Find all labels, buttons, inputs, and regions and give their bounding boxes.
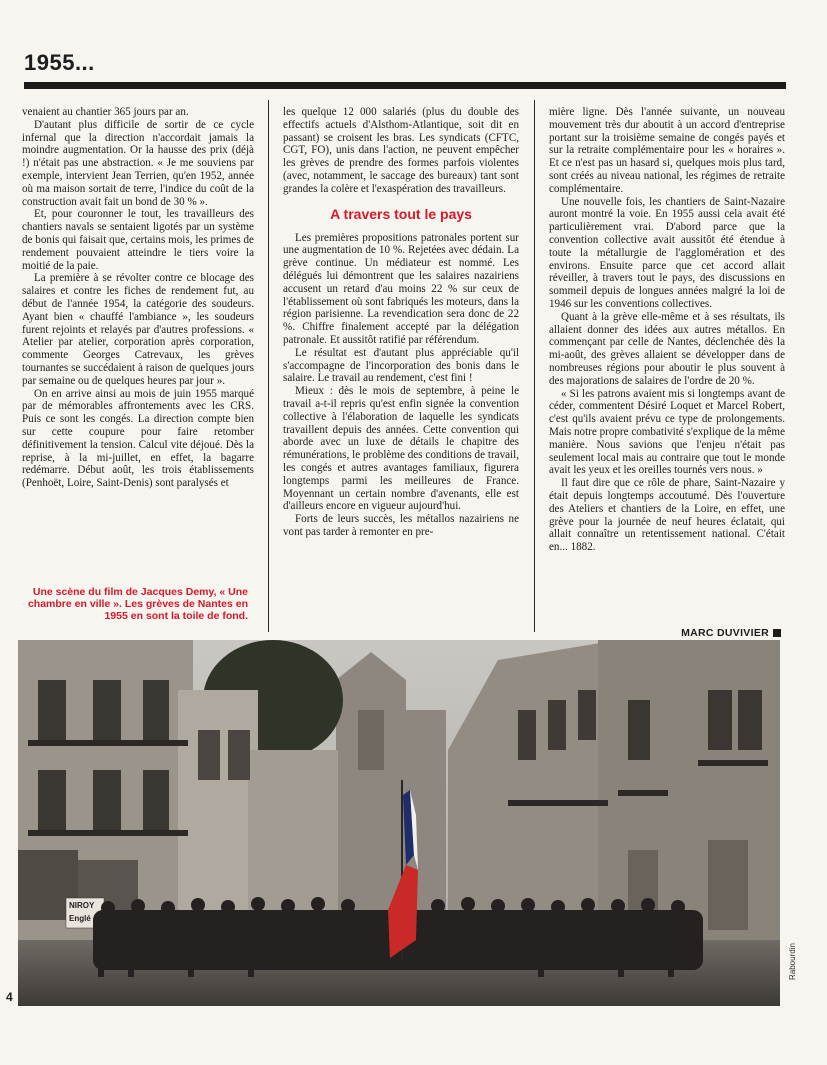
page-title: 1955...: [24, 50, 95, 75]
paragraph: D'autant plus difficile de sortir de ce cycle infernal que la direction n'accordait jamais la moindre augmentation. Or la hausse des prix (déjà !) n'était pas une abstraction. « Je me souviens par exemple, intervient Jean Terrien, qu'en 1952, année où ma maison sortait de terre, l'indice du coût de la construction avait fait un bond de 30 % ».: [22, 118, 254, 208]
paragraph: les quelque 12 000 salariés (plus du double des effectifs actuels d'Alsthom-Atlantique, soit dit en passant) se croisent les bras. Les syndicats (CFTC, CGT, FO), unis dans l'action, ne peuvent empêcher les grèves de prendre des formes parfois violentes (avec, notamment, le saccage des bureaux) tant sont grandes la colère et l'exaspération des travailleurs.: [283, 106, 519, 195]
article-column-1: [22, 106, 254, 490]
photo-credit: Rabourdin: [788, 943, 797, 980]
column-divider-1: [268, 100, 269, 632]
shop-sign-text-1: NIROY: [69, 901, 95, 910]
paragraph: La première à se révolter contre ce blocage des salaires et contre les fiches de rendement fut, au début de l'année 1954, la catégorie des soudeurs. Ayant bien « chauffé l'ambiance », les soudeurs furent rejoints et relayés par d'autres professions. « Atelier par atelier, corporation après corporation, commente Georges Catrevaux, les grèves tournantes se succédaient à raison de quelques jours par semaine ou de quelques heures par jour ».: [22, 272, 254, 387]
paragraph: Il faut dire que ce rôle de phare, Saint-Nazaire y était depuis longtemps accoutumé. Dès l'ouverture des Ateliers et chantiers de la Loire, en effet, une grève pour la journée de neuf heures éclatait, qui allait connaître un retentissement national. C'était en... 1882.: [549, 477, 785, 554]
photo-caption: Une scène du film de Jacques Demy, « Une chambre en ville ». Les grèves de Nantes en 1955 en sont la toile de fond.: [27, 586, 248, 622]
photo-illustration: [18, 640, 780, 1006]
paragraph: Forts de leurs succès, les métallos nazairiens ne vont pas tarder à remonter en pre-: [283, 513, 519, 538]
paragraph: On en arrive ainsi au mois de juin 1955 marqué par de mémorables affrontements avec les CRS. Puis ce sont les congés. La direction compte bien sur cette coupure pour faire retomber définitivement la tension. Calcul vite déjoué. Dès la reprise, à la mi-juillet, en effet, la bagarre redémarre. Début août, les trois établissements (Penhoët, Loire, Saint-Denis) sont paralysés et: [22, 387, 254, 490]
street-strike-photo: [18, 640, 780, 1006]
shop-sign-text-2: Englé: [69, 914, 91, 923]
end-mark-square: [773, 629, 781, 637]
author-name: MARC DUVIVIER: [681, 627, 769, 639]
paragraph: « Si les patrons avaient mis si longtemps avant de céder, commentent Désiré Loquet et Marcel Robert, c'est qu'ils avaient prévu ce type de prolongements. Mais notre propre combativité s'explique de la même manière. Nous savions que l'enjeu n'était pas seulement local mais au contraire que tout le monde avait les yeux et les oreilles tournés vers nous. »: [549, 387, 785, 477]
page-number: 4: [6, 990, 13, 1004]
paragraph: mière ligne. Dès l'année suivante, un nouveau mouvement très dur aboutit à un accord d'entreprise portant sur la troisième semaine de congés payés et sur la retraite complémentaire pour les « horaires ». Et ce n'est pas un hasard si, quelques mois plus tard, sont créés au niveau national, les régimes de retraite complémentaire.: [549, 106, 785, 195]
paragraph: Les premières propositions patronales portent sur une augmentation de 10 %. Rejetées avec dédain. La grève continue. Un médiateur est nommé. Les délégués lui démontrent que les salaires nazairiens accusent un retard d'au moins 22 % sur ceux de l'établissement où sont fabriqués les moteurs, dans la région parisienne. La revendication sera donc de 22 %. Chiffre finalement accepté par la délégation patronale. Et aussitôt ratifié par référendum.: [283, 231, 519, 346]
article-column-2: [283, 106, 519, 539]
section-subheading: A travers tout le pays: [330, 205, 472, 222]
paragraph: venaient au chantier 365 jours par an.: [22, 106, 189, 118]
paragraph: Une nouvelle fois, les chantiers de Saint-Nazaire auront montré la voie. En 1955 aussi cela avait été particulièrement vrai. D'abord parce que la convention collective avait aussitôt été étendue à toute la métallurgie de l'agglomération et des environs. Ensuite parce que cet accord allait réveiller, à travers tout le pays, des discussions en sommeil depuis de longues années malgré la loi de 1946 sur les conventions collectives.: [549, 195, 785, 310]
author-signature: [681, 627, 781, 639]
article-column-3: [549, 106, 785, 554]
paragraph: Le résultat est d'autant plus appréciable qu'il s'accompagne de l'incorporation des bonis dans le salaire. Le travail au rendement, c'est fini !: [283, 346, 519, 385]
paragraph: Quant à la grève elle-même et à ses résultats, ils allaient donner des idées aux autres métallos. En commençant par celle de Nantes, déclenchée dès la mi-août, des grèves allaient se développer dans de nombreuses régions pour aboutir le plus souvent à des majorations de salaires de l'ordre de 20 %.: [549, 310, 785, 387]
header-rule: [24, 82, 786, 89]
right-buildings: [448, 640, 780, 940]
paragraph: Et, pour couronner le tout, les travailleurs des chantiers navals se sentaient ligotés par un système de bonis qui faisait que, certains mois, les primes de rendement pouvaient atteindre le tiers voire la moitié de la paie.: [22, 208, 254, 272]
paragraph: Mieux : dès le mois de septembre, à peine le travail a-t-il repris qu'est enfin signée la convention collective à l'élaboration de laquelle les syndicats travaillent depuis des années. Cette convention qui aborde avec un luxe de détails le chapitre des rémunérations, le problème des conditions de travail, les congés et autres avantages familiaux, figurera longtemps parmi les meilleures de France. Moyennant un certain nombre d'avenants, elle est d'ailleurs encore en vigueur aujourd'hui.: [283, 385, 519, 513]
column-divider-2: [534, 100, 535, 632]
